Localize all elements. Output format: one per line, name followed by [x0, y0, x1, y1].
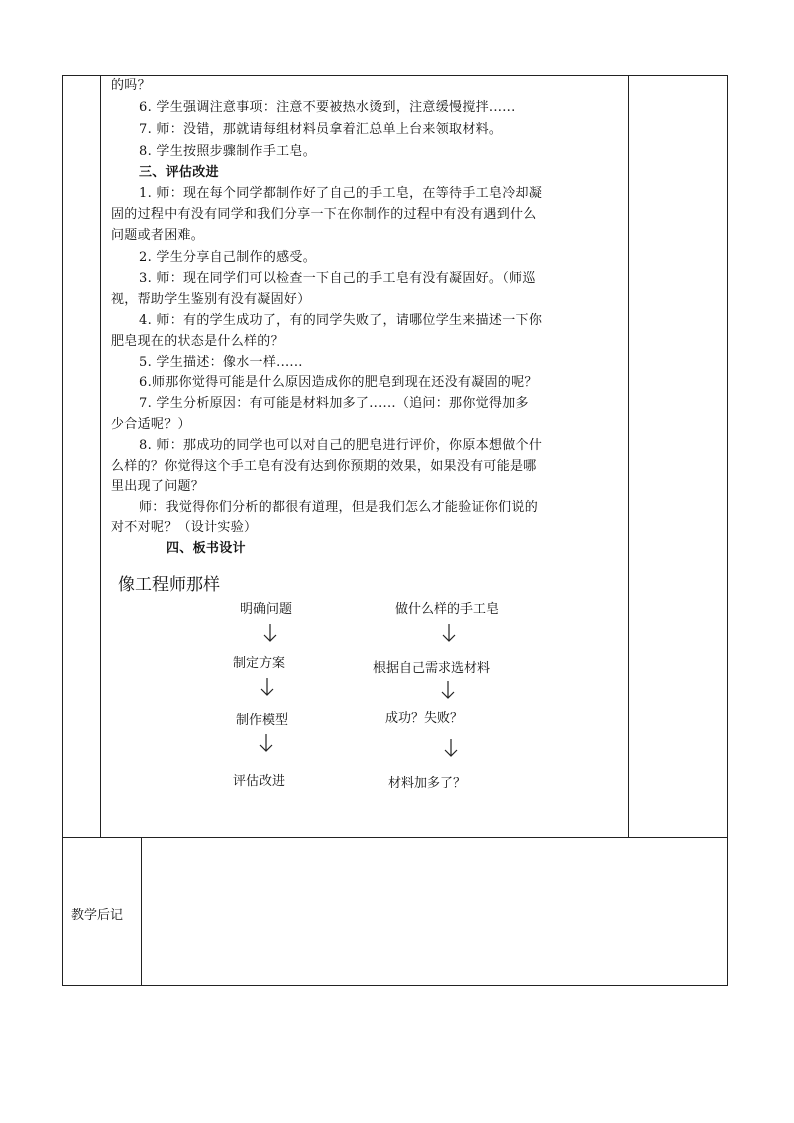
board-right-step: 成功？失败？	[385, 711, 464, 726]
lesson-line: 8. 学生按照步骤制作手工皂。	[139, 144, 317, 159]
lesson-line: 少合适呢？）	[111, 417, 191, 432]
table-middle-border	[62, 837, 728, 838]
teaching-notes-label: 教学后记	[71, 908, 124, 923]
board-right-step: 做什么样的手工皂	[395, 602, 500, 617]
footer-label-divider	[141, 837, 142, 985]
arrow-down-icon	[259, 677, 275, 697]
lesson-line: 肥皂现在的状态是什么样的？	[111, 334, 284, 349]
arrow-down-icon	[441, 623, 457, 643]
lesson-line: 师：我觉得你们分析的都很有道理，但是我们怎么才能验证你们说的	[139, 500, 539, 515]
board-left-step: 制定方案	[233, 656, 286, 671]
lesson-line: 8. 师：那成功的同学也可以对自己的肥皂进行评价，你原本想做个什	[139, 438, 543, 453]
lesson-line: 固的过程中有没有同学和我们分享一下在你制作的过程中有没有遇到什么	[111, 207, 537, 222]
content-left-divider	[100, 75, 101, 837]
lesson-line: 3. 师：现在同学们可以检查一下自己的手工皂有没有凝固好。（师巡	[139, 271, 536, 286]
lesson-line: 2. 学生分享自己制作的感受。	[139, 250, 317, 265]
table-right-border	[727, 75, 728, 986]
lesson-line: 7. 师：没错，那就请每组材料员拿着汇总单上台来领取材料。	[139, 122, 503, 137]
lesson-line: 问题或者困难。	[111, 228, 205, 243]
lesson-line: 的吗？	[111, 78, 151, 93]
board-left-step: 评估改进	[233, 774, 286, 789]
lesson-line: 对不对呢？（设计实验）	[111, 520, 258, 535]
content-right-divider	[628, 75, 629, 837]
lesson-line: 6. 学生强调注意事项：注意不要被热水烫到，注意缓慢搅拌......	[139, 100, 516, 115]
lesson-line: 7. 学生分析原因：有可能是材料加多了......（追问：那你觉得加多	[139, 396, 529, 411]
board-left-step: 明确问题	[240, 602, 293, 617]
lesson-line: 视，帮助学生鉴别有没有凝固好）	[111, 292, 311, 307]
arrow-down-icon	[258, 733, 274, 753]
board-left-step: 制作模型	[236, 713, 289, 728]
section-heading: 四、板书设计	[166, 541, 246, 556]
table-bottom-border	[62, 985, 728, 986]
arrow-down-icon	[443, 738, 459, 758]
board-right-step: 根据自己需求选材料	[373, 661, 491, 676]
lesson-line: 1. 师：现在每个同学都制作好了自己的手工皂，在等待手工皂冷却凝	[139, 186, 543, 201]
lesson-line: 5. 学生描述：像水一样......	[139, 355, 303, 370]
section-heading: 三、评估改进	[139, 165, 219, 180]
board-right-step: 材料加多了？	[388, 776, 467, 791]
lesson-line: 6.师那你觉得可能是什么原因造成你的肥皂到现在还没有凝固的呢？	[139, 375, 538, 390]
table-left-border	[62, 75, 63, 986]
arrow-down-icon	[262, 623, 278, 643]
arrow-down-icon	[440, 680, 456, 700]
lesson-line: 4. 师：有的学生成功了，有的同学失败了，请哪位学生来描述一下你	[139, 313, 543, 328]
board-title: 像工程师那样	[118, 575, 220, 595]
lesson-line: 里出现了问题？	[111, 479, 205, 494]
lesson-line: 么样的？你觉得这个手工皂有没有达到你预期的效果，如果没有可能是哪	[111, 459, 537, 474]
